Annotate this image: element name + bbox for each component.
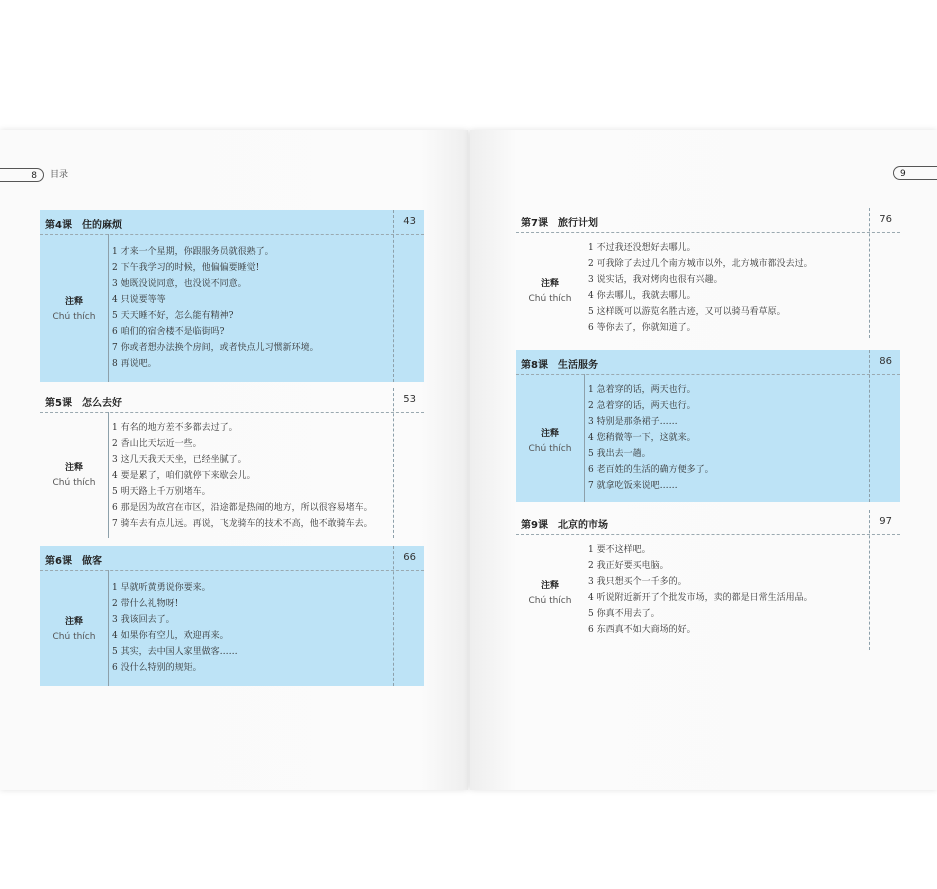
lesson-header: [40, 546, 424, 571]
note-item: 1 才来一个星期，你跟服务员就很熟了。: [112, 247, 274, 257]
notes-label-zh: 注释: [64, 297, 83, 307]
lesson-8-section: [516, 350, 900, 502]
note-item: 1 早就听黄勇说你要来。: [112, 583, 211, 593]
note-item: 5 天天睡不好，怎么能有精神?: [112, 311, 234, 321]
note-item: 2 香山比天坛近一些。: [112, 439, 202, 449]
note-item: 4 听说附近新开了个批发市场，卖的都是日常生活用品。: [588, 593, 813, 603]
note-item: 3 我该回去了。: [112, 615, 175, 625]
lesson-page-number: 76: [879, 214, 892, 225]
lesson-9-section: [516, 510, 900, 650]
lesson-4-section: [40, 210, 424, 382]
notes-label-zh: 注释: [64, 617, 83, 627]
note-item: 5 这样既可以游览名胜古迹，又可以骑马看草原。: [588, 307, 786, 317]
note-item: 7 骑车去有点儿远。再说，飞龙骑车的技术不高，他不敢骑车去。: [112, 519, 373, 529]
page-number-column: [393, 546, 424, 686]
note-item: 1 不过我还没想好去哪儿。: [588, 243, 696, 253]
note-item: 1 要不这样吧。: [588, 545, 651, 555]
note-item: 8 再说吧。: [112, 359, 157, 369]
page-number-column: [869, 208, 900, 338]
notes-list: [588, 382, 714, 494]
lesson-page-number: 97: [879, 516, 892, 527]
page-number-badge: 9: [893, 166, 937, 180]
left-page: [0, 130, 468, 790]
lesson-title: 第8课 生活服务: [521, 360, 598, 371]
lesson-header: [40, 210, 424, 235]
note-item: 2 带什么礼物呀!: [112, 599, 179, 609]
notes-label-zh: 注释: [540, 581, 559, 591]
note-item: 2 可我除了去过几个南方城市以外，北方城市都没去过。: [588, 259, 813, 269]
label-column: [516, 534, 584, 650]
lesson-header: [40, 388, 424, 413]
note-item: 5 你真不用去了。: [588, 609, 660, 619]
page-number-column: [869, 510, 900, 650]
note-item: 6 那是因为故宫在市区，沿途都是热闹的地方，所以很容易堵车。: [112, 503, 373, 513]
notes-label-vi: Chú thích: [528, 596, 572, 606]
note-item: 4 你去哪儿，我就去哪儿。: [588, 291, 696, 301]
lesson-page-number: 86: [879, 356, 892, 367]
note-item: 3 她既没说同意，也没说不同意。: [112, 279, 247, 289]
note-item: 1 急着穿的话，两天也行。: [588, 385, 696, 395]
note-item: 4 您稍微等一下，这就来。: [588, 433, 696, 443]
lesson-header: [516, 350, 900, 375]
notes-list: [588, 240, 813, 336]
note-item: 6 东西真不如大商场的好。: [588, 625, 696, 635]
lesson-header: [516, 510, 900, 535]
note-item: 5 其实，去中国人家里做客……: [112, 647, 238, 657]
lesson-page-number: 43: [403, 216, 416, 227]
note-item: 3 特别是那条裙子……: [588, 417, 678, 427]
note-item: 6 咱们的宿舍楼不是临街吗?: [112, 327, 225, 337]
note-item: 6 老百姓的生活的确方便多了。: [588, 465, 714, 475]
lesson-title: 第5课 怎么去好: [45, 398, 122, 409]
note-item: 4 要是累了，咱们就停下来歇会儿。: [112, 471, 256, 481]
lesson-title: 第9课 北京的市场: [521, 520, 608, 531]
page-title: 目录: [50, 170, 69, 180]
note-item: 2 急着穿的话，两天也行。: [588, 401, 696, 411]
notes-label-vi: Chú thích: [528, 444, 572, 454]
note-item: 4 如果你有空儿，欢迎再来。: [112, 631, 229, 641]
notes-label-zh: 注释: [540, 429, 559, 439]
note-item: 1 有名的地方差不多都去过了。: [112, 423, 238, 433]
note-item: 7 就拿吃饭来说吧……: [588, 481, 678, 491]
page-number-badge: 8: [0, 168, 44, 182]
label-column: [40, 412, 109, 538]
notes-label-vi: Chú thích: [52, 632, 96, 642]
lesson-title: 第7课 旅行计划: [521, 218, 598, 229]
note-item: 4 只说要等等: [112, 295, 166, 305]
lesson-title: 第6课 做客: [45, 556, 102, 567]
page-number-column: [393, 388, 424, 538]
note-item: 3 这几天我天天坐，已经坐腻了。: [112, 455, 247, 465]
lesson-page-number: 66: [403, 552, 416, 563]
note-item: 2 我正好要买电脑。: [588, 561, 669, 571]
note-item: 7 你或者想办法换个房间，或者快点儿习惯新环境。: [112, 343, 319, 353]
right-page: [470, 130, 937, 790]
label-column: [40, 570, 109, 686]
note-item: 6 没什么特别的规矩。: [112, 663, 202, 673]
note-item: 2 下午我学习的时候，他偏偏要睡觉!: [112, 263, 260, 273]
label-column: [516, 232, 584, 338]
notes-list: [112, 580, 238, 676]
label-column: [516, 374, 585, 502]
notes-list: [112, 244, 319, 372]
note-item: 5 我出去一趟。: [588, 449, 651, 459]
notes-label-zh: 注释: [64, 463, 83, 473]
notes-label-vi: Chú thích: [52, 312, 96, 322]
lesson-page-number: 53: [403, 394, 416, 405]
lesson-5-section: [40, 388, 424, 538]
page-number-column: [393, 210, 424, 382]
notes-label-vi: Chú thích: [52, 478, 96, 488]
lesson-header: [516, 208, 900, 233]
notes-list: [588, 542, 813, 638]
note-item: 6 等你去了，你就知道了。: [588, 323, 696, 333]
note-item: 3 我只想买个一千多的。: [588, 577, 687, 587]
notes-label-vi: Chú thích: [528, 294, 572, 304]
page-number-column: [869, 350, 900, 502]
notes-label-zh: 注释: [540, 279, 559, 289]
note-item: 5 明天路上千万别堵车。: [112, 487, 211, 497]
notes-list: [112, 420, 373, 532]
lesson-6-section: [40, 546, 424, 686]
lesson-title: 第4课 住的麻烦: [45, 220, 122, 231]
label-column: [40, 234, 109, 382]
lesson-7-section: [516, 208, 900, 338]
note-item: 3 说实话，我对烤肉也很有兴趣。: [588, 275, 723, 285]
